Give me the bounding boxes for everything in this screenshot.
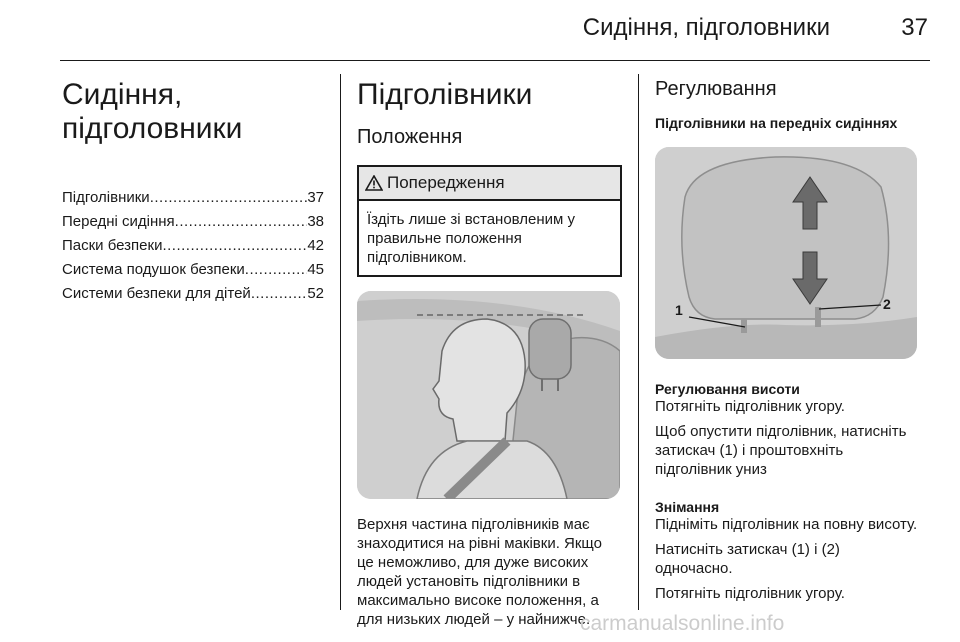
- warning-box: [357, 165, 622, 277]
- toc-item[interactable]: Система подушок безпеки ..... 45: [62, 258, 324, 282]
- toc-item[interactable]: Підголівники ..... 37: [62, 186, 324, 210]
- warning-header: [359, 167, 620, 201]
- position-column: [357, 68, 622, 629]
- subsection-title: Положення: [357, 126, 463, 148]
- driver-head-illustration: [357, 291, 620, 499]
- height-adjust-step-2: Щоб опустити підголівник, натисніть затискач (1) і проштовхніть підголівник униз: [655, 423, 907, 478]
- removal-step-3: Потягніть підголівник угору.: [655, 585, 845, 602]
- subsection-front-headrests: Підголівники на передніх сидіннях: [655, 115, 898, 131]
- callout-1: 1: [675, 302, 683, 318]
- warning-text: Їздіть лише зі встановленим у правильне положення підголівником.: [367, 211, 576, 266]
- warning-triangle-icon: [365, 175, 383, 191]
- section-title: Підголівники: [357, 78, 533, 111]
- height-adjust-title: Регулювання висоти: [655, 381, 800, 397]
- height-adjust-step-1: Потягніть підголівник угору.: [655, 398, 845, 415]
- watermark: carmanualsonline.info: [580, 612, 785, 635]
- toc-item[interactable]: Передні сидіння ..... 38: [62, 210, 324, 234]
- header-rule: [60, 60, 930, 61]
- toc-item[interactable]: Системи безпеки для дітей ..... 52: [62, 282, 324, 306]
- table-of-contents: [62, 186, 324, 306]
- chapter-column: [62, 68, 324, 322]
- adjustment-column: [655, 68, 920, 603]
- headrest-illustration: [655, 147, 917, 359]
- callout-2: 2: [883, 296, 891, 312]
- warning-title: Попередження: [387, 173, 505, 192]
- chapter-title: Сидіння, підголовники: [62, 78, 243, 145]
- section-title-adjustment: Регулювання: [655, 78, 777, 100]
- position-description: Верхня частина підголівників має знаходитися на рівні маківки. Якщо це неможливо, для дуже високих людей установіть підголівники в максимально високе положення, а для низьких людей – у найнижче.: [357, 516, 602, 628]
- head-position-illustration: [357, 291, 620, 499]
- removal-step-1: Підніміть підголівник на повну висоту.: [655, 516, 918, 533]
- column-divider-1: [340, 74, 341, 610]
- removal-title: Знімання: [655, 499, 720, 515]
- column-divider-2: [638, 74, 639, 610]
- removal-step-2: Натисніть затискач (1) і (2) одночасно.: [655, 541, 840, 577]
- headrest-adjustment-illustration: [655, 147, 917, 359]
- header-title: Сидіння, підголовники: [582, 14, 830, 41]
- page-number: 37: [901, 14, 928, 41]
- toc-item[interactable]: Паски безпеки ..... 42: [62, 234, 324, 258]
